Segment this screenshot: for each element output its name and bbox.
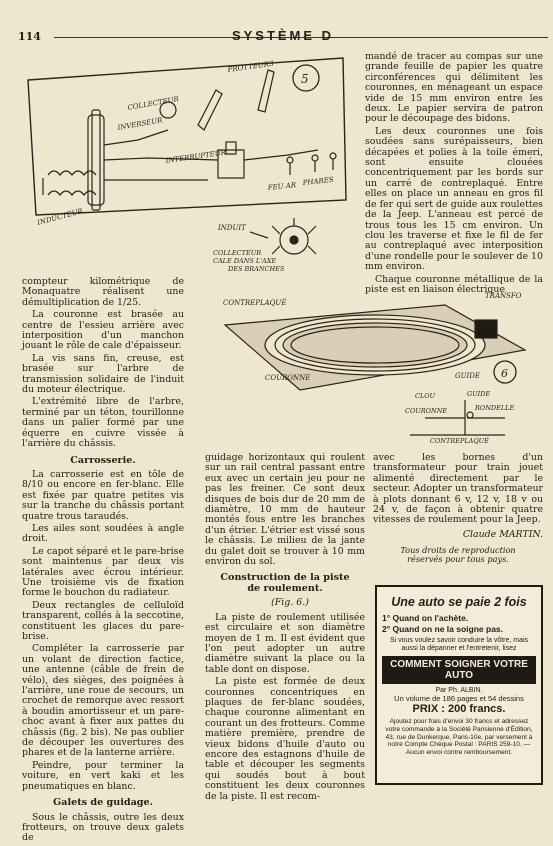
paragraph: Les deux couronnes une fois soudées sans surépaisseurs, bien décapées et polies à la toile émeri, sont ensuite clouées concentriquement par les bords sur un carré de contreplaqué. Entre elles on place un anneau en gros fil de fer qui sert de guide aux roulettes de la Jeep. L'anneau est percé de trous tous les 15 cm environ. Un clou les traverse et fixe le fil de fer au contreplaqué avec interposition d'une rondelle pour le soulever de 10 mm environ. [365,125,543,273]
column-3-continued [373,453,543,564]
paragraph: avec les bornes d'un transformateur pour train jouet alimenté directement par le secteur. Adopter un transformateur à plots donnant 6 v, 12 v, 18 v ou 24 v, de façon à obtenir quatre vitesses de roulement pour la Jeep. [373,452,543,526]
fig6-label-clou: CLOU [415,392,436,400]
section-heading: de roulement. [247,582,323,594]
fig5-label-inducteur: INDUCTEUR [36,207,84,227]
paragraph: La couronne est brasée au centre de l'essieu arrière avec interposition d'un manchon jouant le rôle de cale d'épaisseur. [22,309,184,352]
ad-subtext: Si vous voulez savoir conduire la vôtre, mais aussi la dépanner et l'entretenir, lisez [389,637,529,652]
fig6-label-couronne-detail: COURONNE [405,407,448,415]
paragraph: guidage horizontaux qui roulent sur un rail central passant entre eux avec un certain jeu pour ne pas les freiner. Ce sont deux disques de bois dur de 20 mm de diamètre, 10 mm de hauteur montés fous entre les branches d'un étrier. L'étrier est vissé sous le châssis. Le milieu de la jante du galet doit se trouver à 10 mm environ du sol. [205,452,365,568]
fig6-label-rondelle: RONDELLE [475,404,515,412]
fig5-label-inverseur: INVERSEUR [116,116,164,132]
paragraph: Deux rectangles de celluloïd transparent, collés à la seccotine, constituent les glaces du pare-brise. [22,599,184,642]
column-3 [365,52,543,297]
fig5-label-interrupteur: INTERRUPTEUR [165,148,227,165]
paragraph: La vis sans fin, creuse, est brasée sur l'arbre de transmission solidaire de l'induit du moteur électrique. [22,352,184,396]
fig6-label-guide-detail: GUIDE [467,390,491,398]
paragraph: La piste de roulement utilisée est circulaire et son diamètre moyen de 1 m. Il est évident que l'on peut adopter un autre diamètre suivant la place ou la table dont on dispose. [205,611,365,675]
fig5-label-frotteurs: FROTTEURS [227,59,275,74]
fig6-label-couronne: COURONNE [265,374,311,382]
fig5-number: 5 [301,72,309,86]
fig5-label-cale-2: DES BRANCHES [228,265,285,273]
paragraph: Peindre, pour terminer la voiture, en vert kaki et les pneumatiques en blanc. [22,759,184,792]
fig6-label-transfo: TRANSFO [485,292,522,300]
paragraph: Sous le châssis, outre les deux frotteurs, on trouve deux galets de [22,811,184,844]
ad-volume: Un volume de 186 pages et 54 dessins [394,694,524,703]
fig5-label-feu-ar: FEU AR [267,181,297,192]
ad-author: Par Ph. ALBIN. [435,687,483,694]
fig6-label-guide: GUIDE [455,372,480,380]
ad-order-info: Ajoutez pour frais d'envoi 30 francs et adressez votre commande à la Société Parisienne d'Édition, 43, rue de Dunkerque, Paris-10e, par versement à notre Compte Chèque Postal : PARIS 259-10. — Aucun envoi contre remboursement. [385,718,533,757]
fig6-number: 6 [501,367,508,380]
paragraph: La piste est formée de deux couronnes concentriques en plaques de fer-blanc soudées, chaque couronne alimentant en courant un des frotteurs. Comme matière première, prendre de vieux bidons d'huile d'auto ou encore des estagnons d'huile de table et découper les segments qui soudés bout à bout constituent les deux couronnes de la piste. Il est recom- [205,676,365,802]
page-header [18,28,548,46]
column-1 [22,277,184,846]
section-heading: Carrosserie. [70,454,136,466]
ad-title: Une auto se paie 2 fois [391,595,527,609]
paragraph: Les ailes sont soudées à angle droit. [22,522,184,545]
author-signature: Claude MARTIN. [462,528,543,540]
fig5-label-collecteur-cale: COLLECTEUR [213,249,262,257]
ad-price: PRIX : 200 francs. [412,703,506,715]
ad-book-title: COMMENT SOIGNER VOTRE AUTO [382,656,536,684]
rights-line-2: réservés pour tous pays. [407,554,509,565]
paragraph: Chaque couronne métallique de la piste est en liaison électrique [365,273,543,295]
ad-line-1: 1° Quand on l'achète. [382,613,469,623]
section-heading: Galets de guidage. [53,797,153,809]
paragraph: La carrosserie est en tôle de 8/10 ou encore en fer-blanc. Elle est fixée par quatre petites vis sur la tranche du châssis portant quatre trous taraudés. [22,468,184,522]
figure-5-wiring-diagram [18,50,353,275]
book-advertisement [375,585,543,785]
paragraph: Compléter la carrosserie par un volant de direction factice, une antenne (câble de frein de vélo), des sièges, des poignées à l'arrière, une roue de secours, un crochet de remorque avec ressort à boudin amortisseur et un pare-choc avant à fixer aux pattes du châssis (fig. 2 bis). Ne pas oublier de découper les ouvertures des phares et de la lanterne arrière. [22,643,184,759]
magazine-title: SYSTÈME D [231,28,335,43]
paragraph: Le capot séparé et le pare-brise sont maintenus par deux vis latérales avec écrou intérieur. Une troisième vis de fixation forme le bouchon du radiateur. [22,545,184,599]
fig5-label-cale-1: CALE DANS L'AXE [213,257,277,265]
paragraph: compteur kilométrique de Monaquatre réalisent une démultiplication de 1/25. [22,276,184,308]
page-number: 114 [18,30,41,43]
figure-6-track-diagram [205,280,545,445]
fig6-label-contreplaque: CONTREPLAQUÉ [223,299,287,307]
figure-reference: (Fig. 6.) [271,597,309,609]
fig5-label-collecteur: COLLECTEUR [126,95,180,112]
paragraph: mandé de tracer au compas sur une grande feuille de papier les quatre circonférences qui délimitent les couronnes, en ménageant un espace vide de 15 mm environ entre les deux. Le papier servira de patron pour le découpage des bidons. [365,51,543,125]
fig5-label-induit: INDUIT [218,224,246,232]
rights-line-1: Tous droits de reproduction [400,545,516,556]
section-heading: Construction de la piste [220,572,350,584]
fig6-label-contreplaque-detail: CONTREPLAQUÉ [430,437,489,445]
fig5-label-phares: PHARES [302,175,335,187]
column-2 [205,453,365,804]
ad-line-2: 2° Quand on ne la soigne pas. [382,624,504,634]
paragraph: L'extrémité libre de l'arbre, terminé par un téton, tourillonne dans un palier formé par une équerre en cuivre vissée à l'arrière du châssis. [22,396,184,450]
